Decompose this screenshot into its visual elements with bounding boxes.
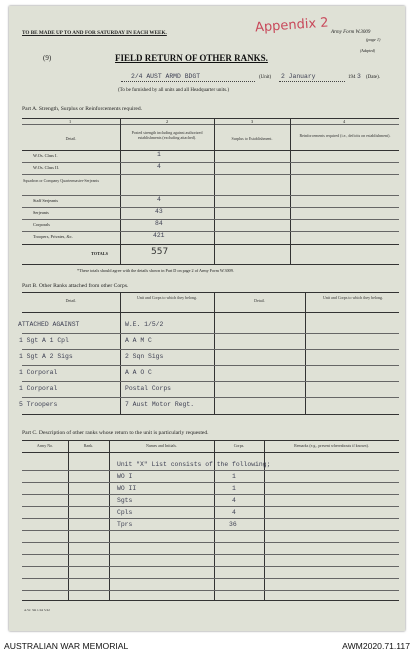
row-posted-wo1: 1 (157, 151, 161, 158)
row-detail-cpls: Corporals (33, 222, 50, 227)
part-b-row-rule (22, 333, 399, 334)
totals-note: *These totals should agree with the details shown in Part D on page 2 of Army Form W.3009. (77, 268, 234, 273)
part-a-totals-rule (22, 244, 399, 245)
row-detail-staff-sgts: Staff Serjeants (33, 198, 59, 203)
form-title: FIELD RETURN OF OTHER RANKS. (115, 53, 268, 63)
attached-unit-4: Postal Corps (125, 385, 172, 392)
part-c-header-corps: Corps. (233, 443, 245, 448)
print-code: A.W. 3m 1/44 5/42 (24, 608, 50, 612)
attached-detail-0: ATTACHED AGAINST (18, 321, 80, 328)
part-c-divider (68, 440, 69, 600)
attached-unit-0: W.E. 1/5/2 (125, 321, 164, 328)
part-a-colnum-3: 3 (251, 119, 254, 124)
part-a-colnum-2: 2 (166, 119, 169, 124)
part-c-header-rank: Rank. (83, 443, 94, 448)
part-c-divider (109, 440, 110, 600)
footer-credit: AUSTRALIAN WAR MEMORIAL (4, 641, 129, 651)
x-list-name-0: WO I (117, 473, 133, 480)
attached-unit-3: A A O C (125, 369, 152, 376)
x-list-name-2: Sgts (117, 497, 133, 504)
part-a-row-rule (22, 231, 399, 232)
part-b-header-rule (22, 312, 399, 313)
attached-detail-5: 5 Troopers (19, 401, 58, 408)
part-c-row-rule (22, 530, 399, 531)
row-posted-sgts: 43 (155, 208, 163, 215)
footer-accession-number: AWM2020.71.117 (342, 641, 410, 651)
part-c-row-rule (22, 590, 399, 591)
part-a-row-rule (22, 219, 399, 220)
part-a-row-rule (22, 195, 399, 196)
totals-value: 557 (151, 247, 169, 257)
part-c-header-rule (22, 452, 399, 453)
part-b-header-detail-2: Detail. (254, 298, 265, 303)
part-a-number-rule (22, 124, 399, 125)
part-c-row-rule (22, 482, 399, 483)
row-detail-wo1: W.Os. Class I. (33, 153, 58, 158)
part-b-header-detail-1: Detail. (65, 298, 77, 303)
part-b-bottom-rule (22, 414, 399, 415)
attached-detail-3: 1 Corporal (19, 369, 58, 376)
part-b-row-rule (22, 365, 399, 366)
form-number: Army Form W.3009 (331, 30, 371, 35)
year-value: 3 (357, 73, 361, 80)
attached-detail-1: 1 Sgt A 1 Cpl (19, 337, 69, 344)
part-b-divider (214, 292, 215, 414)
attached-unit-1: A A M C (125, 337, 152, 344)
row-detail-sgts: Serjeants (33, 210, 49, 215)
totals-label: TOTALS (91, 251, 109, 256)
part-c-heading: Part C. Description of other ranks whose return to the unit is particularly requested. (22, 430, 209, 436)
part-b-row-rule (22, 397, 399, 398)
part-a-bottom-rule (22, 264, 399, 265)
page-number: (page 1) (366, 37, 381, 42)
part-b-header-unit-2: Unit and Corps to which they belong. (322, 295, 384, 300)
x-list-corps-3: 4 (232, 509, 236, 516)
part-c-header-names: Names and Initials. (146, 443, 177, 448)
part-a-row-rule (22, 174, 399, 175)
part-c-row-rule (22, 578, 399, 579)
part-b-divider (305, 292, 306, 414)
part-c-top-rule (22, 440, 399, 441)
x-list-corps-0: 1 (232, 473, 236, 480)
part-b-top-rule (22, 292, 399, 293)
year-prefix: 194 (348, 75, 356, 80)
part-c-bottom-rule (22, 600, 399, 601)
part-c-row-rule (22, 554, 399, 555)
part-c-header-army-no: Army No. (36, 443, 54, 448)
serial-number: (9) (43, 54, 52, 62)
part-a-col1-divider (120, 118, 121, 264)
part-b-divider (120, 292, 121, 414)
part-c-row-rule (22, 542, 399, 543)
unit-value: 2/4 AUST ARMD BDGT (131, 73, 201, 80)
part-b-row-rule (22, 381, 399, 382)
make-up-instruction: TO BE MADE UP TO AND FOR SATURDAY IN EACH WEEK. (22, 30, 167, 36)
part-a-row-rule (22, 162, 399, 163)
part-a-heading: Part A. Strength, Surplus or Reinforcements required. (22, 106, 143, 112)
x-list-name-3: Cpls (117, 509, 133, 516)
part-c-row-rule (22, 506, 399, 507)
document-page (9, 6, 405, 631)
row-detail-cqms: Squadron or Company Quartermaster-Serjeants (23, 178, 100, 183)
date-dotted-line (279, 81, 345, 82)
furnished-instruction: (To be furnished by all units and all Headquarter units.) (118, 88, 230, 93)
row-posted-tprs: 421 (153, 232, 165, 239)
part-c-header-remarks: Remarks (e.g., present whereabouts if known). (294, 443, 369, 448)
attached-detail-2: 1 Sgt A 2 Sigs (19, 353, 73, 360)
part-a-col3-divider (290, 118, 291, 264)
row-posted-cpls: 84 (155, 220, 163, 227)
part-c-row-rule (22, 518, 399, 519)
unit-dotted-line (121, 81, 255, 82)
x-list-name-1: WO II (117, 485, 137, 492)
x-list-corps-4: 36 (229, 521, 237, 528)
row-detail-wo2: W.Os. Class II. (33, 165, 59, 170)
date-value: 2 January (281, 73, 316, 80)
x-list-corps-2: 4 (232, 497, 236, 504)
part-a-header-detail: Detail. (65, 136, 77, 141)
part-a-header-rule (22, 150, 399, 151)
part-b-row-rule (22, 349, 399, 350)
attached-detail-4: 1 Corporal (19, 385, 58, 392)
row-posted-staff-sgts: 4 (157, 196, 161, 203)
part-a-colnum-4: 4 (343, 119, 346, 124)
part-b-header-unit-1: Unit and Corps to which they belong. (136, 295, 198, 300)
date-label: (Date). (366, 75, 381, 80)
row-detail-tprs: Troopers, Privates, &c. (33, 234, 73, 239)
appendix-annotation: Appendix 2 (254, 15, 330, 36)
x-list-corps-1: 1 (232, 485, 236, 492)
part-a-header-posted: Posted strength including against authorized establishments (excluding attached). (131, 130, 203, 140)
part-c-row-rule (22, 566, 399, 567)
part-a-row-rule (22, 207, 399, 208)
part-c-row-rule (22, 494, 399, 495)
part-b-heading: Part B. Other Ranks attached from other Corps. (22, 283, 129, 289)
x-list-name-4: Tprs (117, 521, 133, 528)
part-a-header-surplus: Surplus to Establishment. (231, 136, 273, 141)
attached-unit-5: 7 Aust Motor Regt. (125, 401, 195, 408)
unit-label: (Unit) (259, 75, 272, 80)
adapted-label: (Adapted) (360, 49, 376, 53)
attached-unit-2: 2 Sqn Sigs (125, 353, 164, 360)
part-a-colnum-1: 1 (69, 119, 72, 124)
row-posted-wo2: 4 (157, 163, 161, 170)
part-c-row-rule (22, 470, 399, 471)
x-list-intro: Unit "X" List consists of the following; (117, 461, 271, 468)
part-a-header-reinforcements: Reinforcements required (i.e., deficits on establishment). (299, 133, 391, 138)
